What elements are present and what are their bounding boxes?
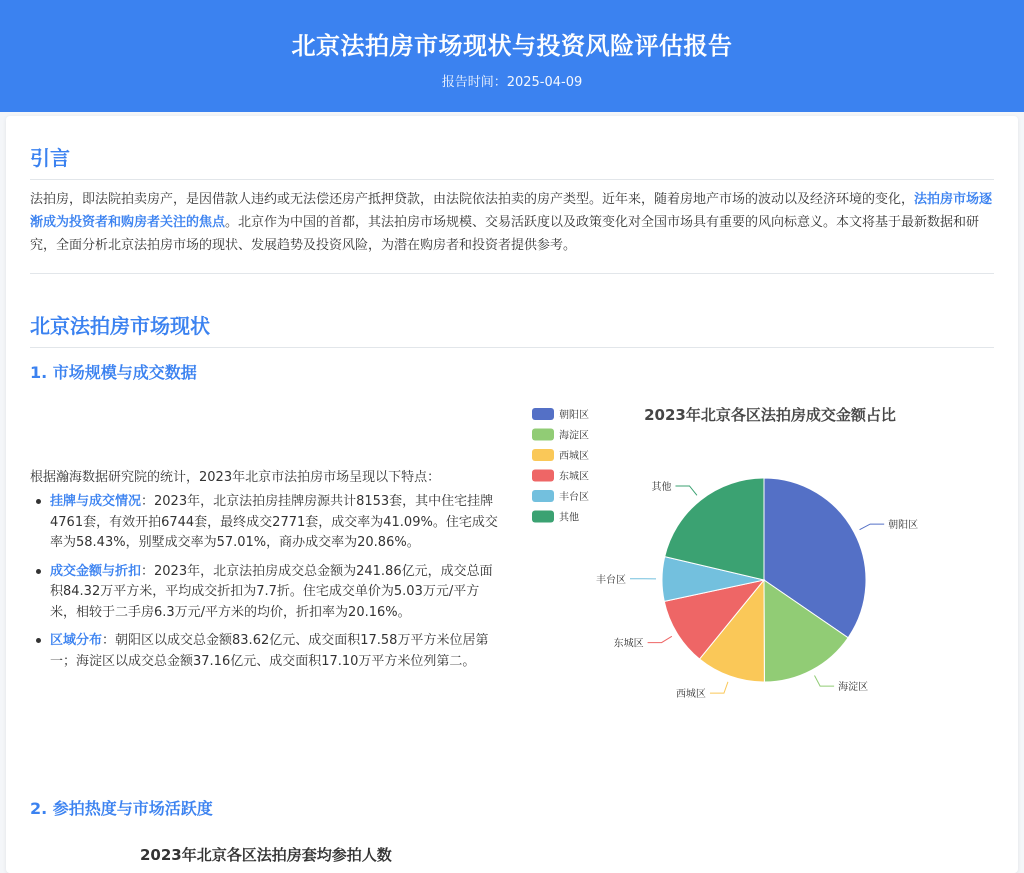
pie-slices	[662, 478, 866, 682]
pie-chart-svg	[516, 400, 996, 700]
list-item	[30, 562, 505, 624]
list-item-key: 成交金额与折扣	[50, 563, 142, 579]
pie-label-line	[815, 675, 835, 686]
list-item-text: ：朝阳区以成交总金额83.62亿元、成交面积17.58万平方米位居第一；海淀区以成交总金额37.16亿元、成交面积17.10万平方米位列第二。	[50, 633, 489, 669]
intro-text-after: 。北京作为中国的首都，其法拍房市场规模、交易活跃度以及政策变化对全国市场具有重要的风向标意义。本文将基于最新数据和研究，全面分析北京法拍房市场的现状、发展趋势及投资风险，为潜在购房者和投资者提供参考。	[30, 215, 980, 253]
list-item-text: ：2023年，北京法拍房挂牌房源共计8153套，其中住宅挂牌4761套，有效开拍6744套，最终成交2771套，成交率为41.09%。住宅成交率为58.43%，别墅成交率为57.01%，商办成交率为20.86%。	[50, 494, 498, 550]
market-scale-subheading: 1. 市场规模与成交数据	[30, 363, 197, 382]
report-title: 北京法拍房市场现状与投资风险评估报告	[291, 32, 733, 60]
report-body	[6, 116, 1018, 873]
pie-label-line	[675, 486, 696, 495]
list-item	[30, 492, 505, 554]
pie-legend	[532, 408, 589, 524]
pie-label-line	[710, 682, 728, 693]
intro-paragraph	[30, 188, 998, 257]
legend-label[interactable]: 东城区	[559, 471, 589, 483]
pie-slice-label: 朝阳区	[888, 520, 919, 532]
list-item-key: 挂牌与成交情况	[50, 494, 142, 509]
list-item-text: ：2023年，北京法拍房成交总金额为241.86亿元，成交总面积84.32万平方米，平均成交折扣为7.7折。住宅成交单价为5.03万元/平方米，相较于二手房6.3万元/平方米的均价，折扣率为20.16%。	[50, 563, 493, 620]
pie-slice-label: 西城区	[675, 689, 706, 700]
legend-label[interactable]: 海淀区	[559, 430, 589, 442]
report-header	[0, 0, 1024, 112]
market-heading: 北京法拍房市场现状	[30, 310, 994, 348]
legend-swatch[interactable]	[532, 408, 554, 420]
bar-chart-title: 2023年北京各区法拍房套均参拍人数	[140, 846, 392, 864]
pie-chart	[516, 400, 996, 700]
legend-label[interactable]: 其他	[559, 512, 579, 524]
legend-label[interactable]: 西城区	[559, 451, 589, 462]
intro-heading: 引言	[30, 142, 994, 180]
bullet-icon	[36, 499, 41, 504]
legend-swatch[interactable]	[532, 449, 554, 461]
legend-swatch[interactable]	[532, 490, 554, 502]
intro-text-before: 法拍房，即法院拍卖房产，是因借款人违约或无法偿还房产抵押贷款，由法院依法拍卖的房产类型。近年来，随着房地产市场的波动以及经济环境的变化，	[30, 192, 915, 207]
pie-slice-label: 其他	[651, 481, 672, 493]
stat-intro: 根据瀚海数据研究院的统计，2023年北京市法拍房市场呈现以下特点：	[30, 470, 441, 485]
bullet-icon	[36, 638, 41, 643]
legend-swatch[interactable]	[532, 511, 554, 523]
intro-highlight: 法拍房市场逐渐成为投资者和购房者关注的焦点	[30, 192, 993, 230]
bullet-icon	[36, 569, 41, 574]
stats-list	[30, 492, 505, 680]
legend-label[interactable]: 丰台区	[559, 492, 589, 503]
legend-swatch[interactable]	[532, 429, 554, 441]
pie-slice-label: 海淀区	[838, 682, 869, 694]
legend-swatch[interactable]	[532, 470, 554, 482]
pie-slice-label: 丰台区	[596, 574, 627, 586]
report-date: 报告时间：2025-04-09	[441, 75, 583, 90]
legend-label[interactable]: 朝阳区	[559, 410, 589, 421]
pie-label-line	[860, 524, 885, 530]
activity-subheading: 2. 参拍热度与市场活跃度	[30, 799, 213, 818]
section-divider	[30, 273, 994, 274]
list-item-key: 区域分布	[50, 633, 103, 648]
pie-slice-label: 东城区	[613, 638, 644, 650]
pie-label-line	[648, 636, 672, 642]
pie-chart-title: 2023年北京各区法拍房成交金额占比	[644, 406, 896, 424]
list-item	[30, 631, 505, 672]
